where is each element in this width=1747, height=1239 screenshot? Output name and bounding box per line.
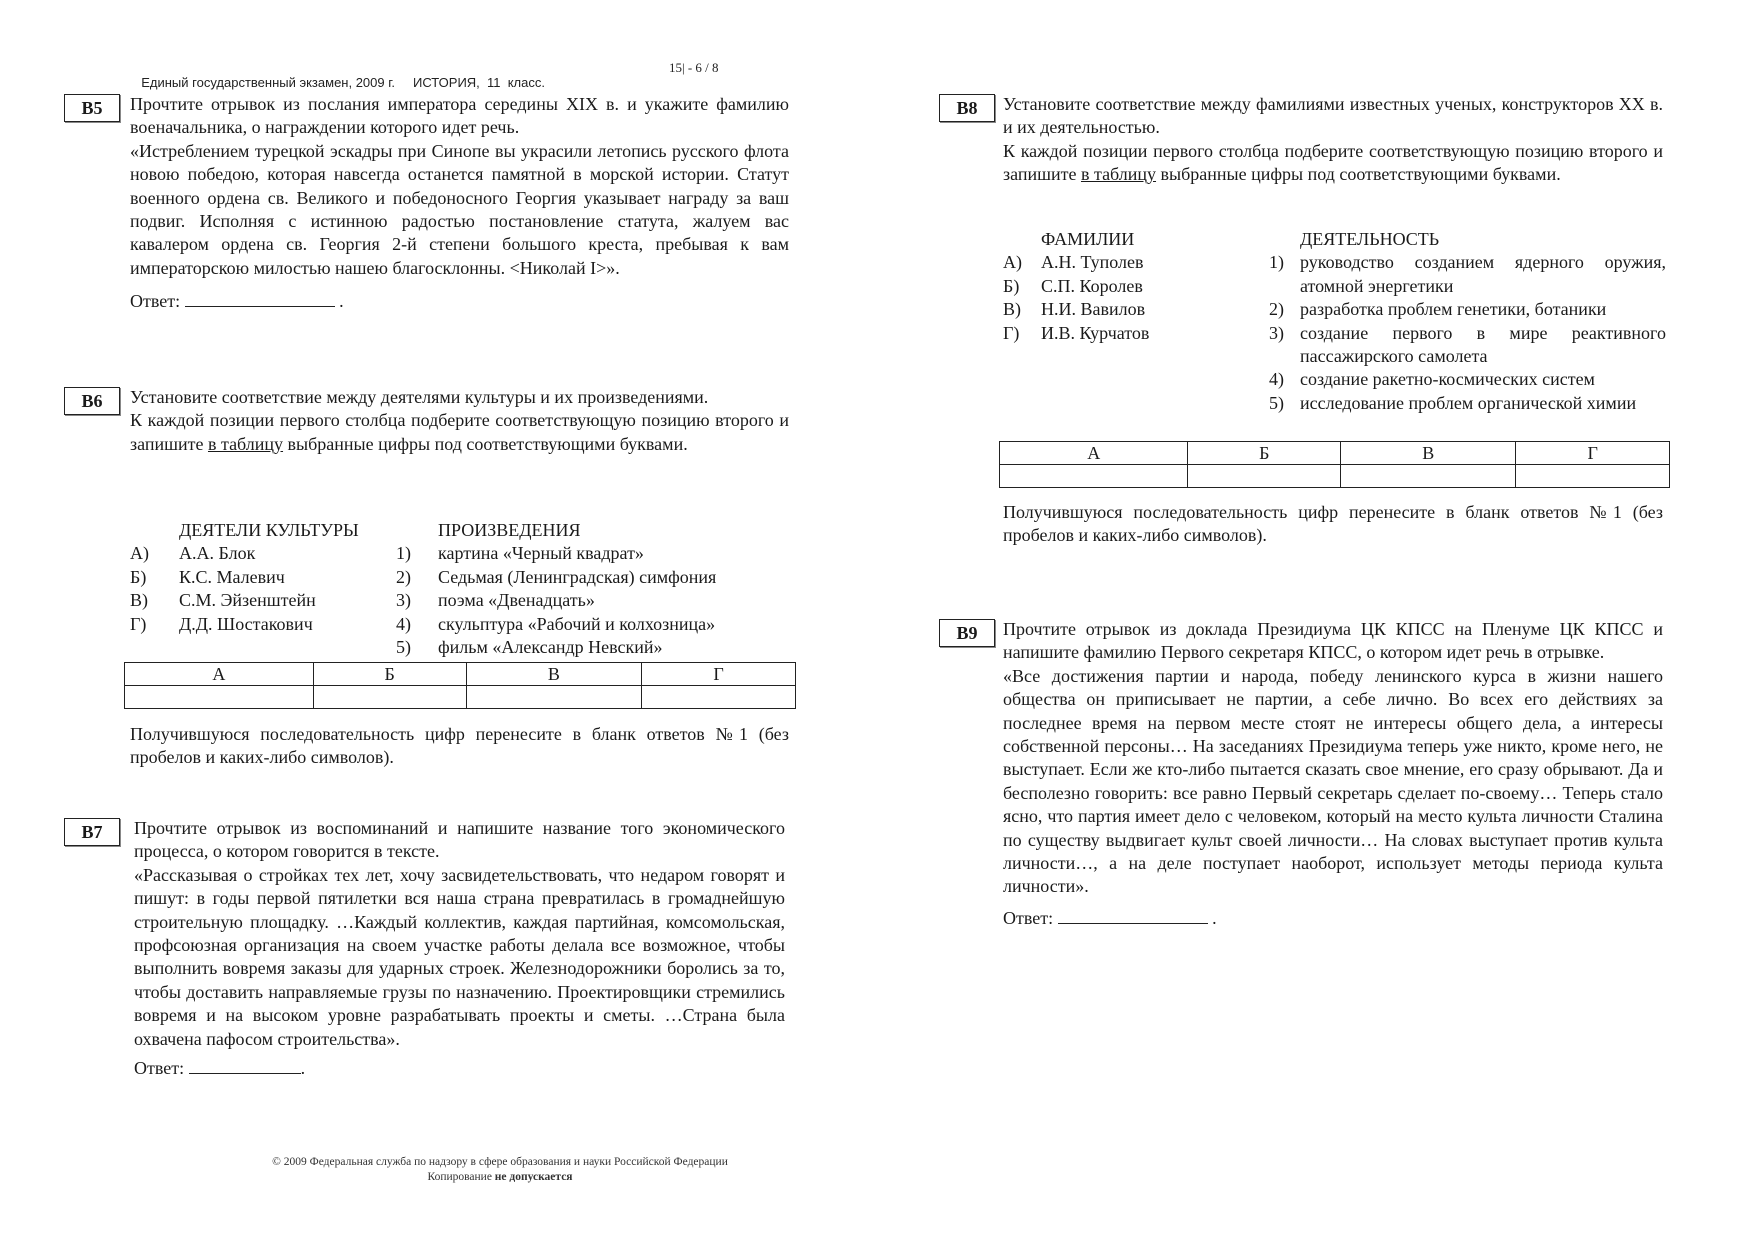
transfer-note: Получившуюся последовательность цифр перенесите в бланк ответов №1 (без пробелов и каких-либо символов). (1003, 502, 1663, 546)
answer-line: Ответ: . (134, 1058, 306, 1079)
task-b9 (956, 618, 1663, 930)
right-column-header: ДЕЯТЕЛЬНОСТЬ (1300, 229, 1440, 249)
task-b7 (81, 817, 785, 1080)
answer-cell[interactable] (125, 686, 314, 709)
answer-cell[interactable] (642, 686, 796, 709)
task-prompt: Установите соответствие между фамилиями известных ученых, конструкторов XX в. и их деятельностью. (1003, 94, 1663, 138)
copy-notice: Копирование не допускается (427, 1171, 573, 1183)
task-prompt: Прочтите отрывок из воспоминаний и напишите название того экономического процесса, о котором говорится в тексте. (134, 818, 785, 862)
answer-line: Ответ: . (1003, 907, 1217, 928)
task-instruction: К каждой позиции первого столбца подберите соответствующую позицию второго и запишите в таблицу выбранные цифры под соответствующими буквами. (1003, 140, 1663, 185)
task-prompt: Прочтите отрывок из доклада Президиума ЦК КПСС на Пленуме ЦК КПСС и напишите фамилию Первого секретаря КПСС, о котором идет речь в отрывке. (1003, 619, 1663, 663)
page-header (134, 60, 719, 90)
column-header: А (1000, 442, 1188, 465)
copyright-text: © 2009 Федеральная служба по надзору в сфере образования и науки Российской Федерации (272, 1156, 728, 1168)
column-header: В (466, 663, 641, 686)
task-b5 (81, 93, 789, 314)
answer-table-header-row (125, 663, 796, 686)
answer-field[interactable] (189, 1057, 301, 1074)
matching-block-b6: ДЕЯТЕЛИ КУЛЬТУРЫ ПРОИЗВЕДЕНИЯ А) А.А. Блок Б) К.С. Малевич В) С.М. Эйзенштейн Г) Д.Д. Шостакович 1) картина «Черный квадрат» 2) Седьмая (Ленинградская) симфония 3) поэма «Двенадцать» 4) скульптура «Рабочий и колхозница» 5) фильм «Александр Невский» (130, 520, 717, 657)
task-quote: «Истреблением турецкой эскадры при Синопе вы украсили летопись русского флота новою победою, которая навсегда останется памятной в морской истории. Статут военного ордена св. Великого и победоносного Георгия указывает награду за ваш подвиг. Исполняя с истинною радостью постановление статута, жалуем вас кавалером ордена св. Георгия 2-й степени большого креста, пребывая к вам императорскою милостью нашею благосклонны. <Николай I>». (130, 140, 789, 278)
task-b6 (81, 386, 789, 456)
left-column-header: ФАМИЛИИ (1041, 229, 1135, 249)
column-header: А (125, 663, 314, 686)
answer-cell[interactable] (1000, 465, 1188, 488)
task-prompt: Прочтите отрывок из послания императора середины XIX в. и укажите фамилию военачальника, о награждении которого идет речь. (130, 94, 789, 138)
exam-subject: ИСТОРИЯ, 11 класс. (413, 75, 545, 90)
task-label: B7 (64, 818, 120, 846)
column-header: Б (1188, 442, 1341, 465)
task-quote: «Все достижения партии и народа, победу ленинского курса в жизни нашего общества он приписывает не партии, а себе лично. Во всех его действиях за последнее время на первом месте стоят не интересы общего дела, а интересы собственной персоны… На заседаниях Президиума теперь уже никто, кроме него, не выступает. Если же кто-либо пытается сказать свое мнение, его сразу обрывают. Да и бесполезно говорить: все равно Первый секретарь сделает по-своему… Теперь стало ясно, что партия имеет дело с человеком, который на место культа личности Сталина по существу выдвигает культ своей личности… На словах выступает против культа личности…, а на деле поступает наоборот, использует методы периода культа личности». (1003, 665, 1663, 897)
answer-line: Ответ: . (130, 291, 344, 312)
matching-block-b8: ФАМИЛИИ ДЕЯТЕЛЬНОСТЬ А) А.Н. Туполев Б) С.П. Королев В) Н.И. Вавилов Г) И.В. Курчатов 1) руководство созданием ядерного оружия, атомной энергетики 2) разработка проблем генетики, ботаники 3) создание первого в мире реактивного пассажирского самолета 4) создание ракетно-космических систем 5) исследование проблем органической химии (1003, 229, 1666, 413)
task-b8-note (1003, 501, 1663, 548)
task-instruction: К каждой позиции первого столбца подберите соответствующую позицию второго и запишите в таблицу выбранные цифры под соответствующими буквами. (130, 410, 789, 454)
table-link: в таблицу (1080, 164, 1157, 185)
answer-label: Ответ: (134, 1058, 185, 1079)
task-label: B9 (939, 619, 995, 647)
answer-cell[interactable] (1516, 465, 1670, 488)
answer-field[interactable] (1058, 907, 1208, 924)
column-header: Б (313, 663, 466, 686)
answer-cell[interactable] (1341, 465, 1516, 488)
left-column-header: ДЕЯТЕЛИ КУЛЬТУРЫ (179, 520, 359, 540)
answer-table-b8 (999, 441, 1670, 488)
answer-table-header-row (1000, 442, 1670, 465)
answer-table-b6 (124, 662, 796, 709)
task-prompt: Установите соответствие между деятелями культуры и их произведениями. (130, 387, 709, 407)
task-label: B6 (64, 387, 120, 415)
column-header: Г (642, 663, 796, 686)
answer-cell[interactable] (313, 686, 466, 709)
right-column-header: ПРОИЗВЕДЕНИЯ (438, 520, 581, 540)
task-b8 (956, 93, 1663, 187)
task-label: B8 (939, 94, 995, 122)
answer-table-input-row (125, 686, 796, 709)
column-header: В (1341, 442, 1516, 465)
answer-table-input-row (1000, 465, 1670, 488)
answer-label: Ответ: (130, 291, 181, 312)
exam-title: Единый государственный экзамен, 2009 г. (141, 75, 395, 90)
column-header: Г (1516, 442, 1670, 465)
transfer-note: Получившуюся последовательность цифр перенесите в бланк ответов №1 (без пробелов и каких-либо символов). (130, 724, 789, 768)
answer-cell[interactable] (1188, 465, 1341, 488)
page-number: 15| - 6 / 8 (669, 60, 719, 75)
task-b6-note (130, 723, 789, 770)
answer-field[interactable] (185, 290, 335, 307)
answer-cell[interactable] (466, 686, 641, 709)
table-link: в таблицу (207, 433, 284, 454)
task-quote: «Рассказывая о стройках тех лет, хочу засвидетельствовать, что недаром говорят и пишут: в годы первой пятилетки вся наша страна превратилась в громаднейшую строительную площадку. …Каждый коллектив, каждая партийная, комсомольская, профсоюзная организация на своем участке работы делала все возможное, чтобы выполнить вовремя заказы для ударных строек. Железнодорожники боролись за то, чтобы доставить направляемые грузы по назначению. Проектировщики стремились вовремя и на высоком уровне разрабатывать проекты и сметы. …Страна была охвачена пафосом строительства». (134, 864, 785, 1049)
answer-label: Ответ: (1003, 907, 1054, 928)
task-label: B5 (64, 94, 120, 122)
